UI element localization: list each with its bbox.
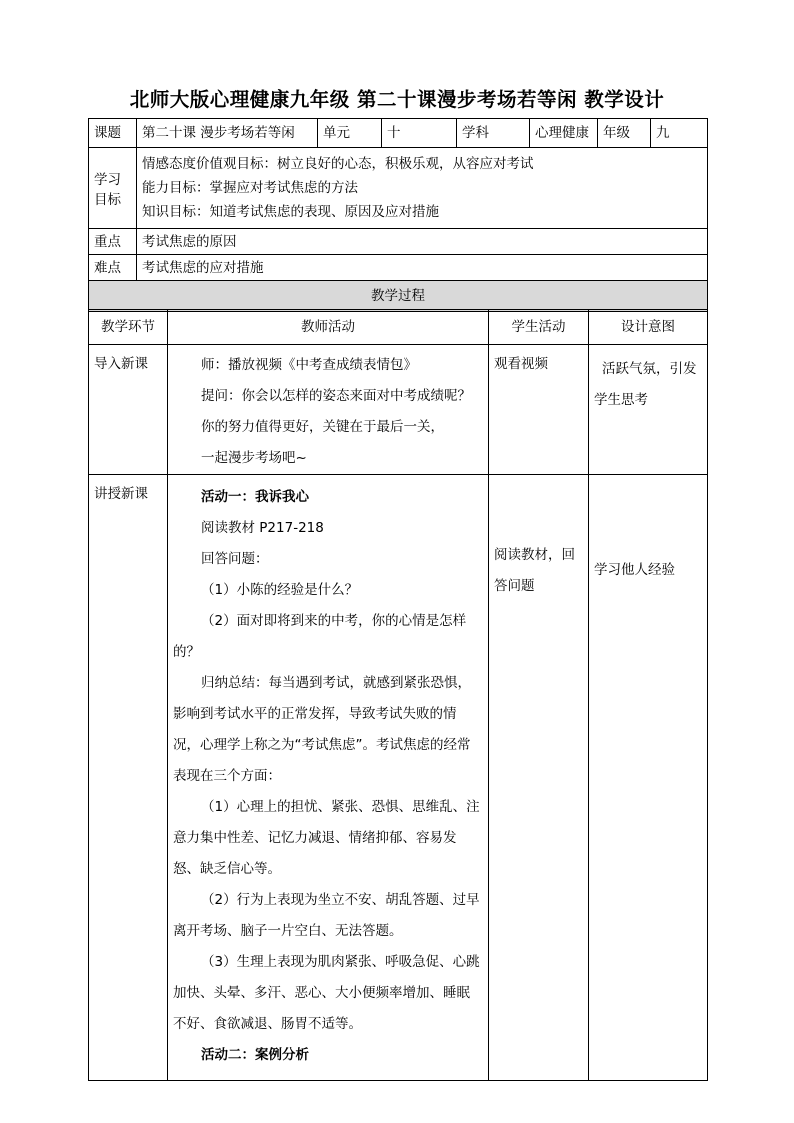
header-stage: 教学环节 — [89, 310, 168, 345]
intro-design-intent — [589, 345, 708, 475]
main-student-text: 阅读教材，回答问题 — [494, 547, 575, 594]
document-title: 北师大版心理健康九年级 第二十课漫步考场若等闲 教学设计 — [129, 88, 665, 111]
grade-label: 年级 — [598, 119, 651, 148]
intro-teacher-line: 你的努力值得更好，关键在于最后一关， — [201, 419, 444, 435]
process-heading-row — [89, 281, 708, 312]
main-teacher-line: （2）行为上表现为坐立不安、胡乱答题、过早离开考场、脑子一片空白、无法答题。 — [173, 892, 480, 939]
grade-value: 九 — [651, 119, 708, 148]
intro-row — [89, 345, 708, 475]
goal-ability: 能力目标：掌握应对考试焦虑的方法 — [142, 180, 358, 196]
main-intent-text: 学习他人经验 — [594, 562, 675, 578]
intro-teacher-line: 师：播放视频《中考查成绩表情包》 — [201, 357, 417, 373]
teaching-process-table — [88, 309, 708, 1081]
learning-goals-row — [89, 148, 708, 229]
activity-one-title: 活动一：我诉我心 — [201, 489, 309, 505]
main-teacher-line: （2）面对即将到来的中考，你的心情是怎样的？ — [173, 613, 467, 660]
main-stage: 讲授新课 — [89, 475, 168, 1081]
main-teacher-line: 阅读教材 P217-218 — [201, 520, 324, 536]
intro-teacher-activity — [168, 345, 489, 475]
header-intent: 设计意图 — [589, 310, 708, 345]
key-value: 考试焦虑的原因 — [137, 229, 708, 255]
main-student-activity — [489, 475, 589, 1081]
process-header-row — [89, 310, 708, 345]
difficulty-row — [89, 255, 708, 281]
unit-label: 单元 — [318, 119, 382, 148]
goal-knowledge: 知识目标：知道考试焦虑的表现、原因及应对措施 — [142, 204, 439, 220]
intro-intent-text: 活跃气氛，引发学生思考 — [594, 361, 697, 408]
main-teacher-activity — [168, 475, 489, 1081]
activity-two-title: 活动二：案例分析 — [201, 1047, 309, 1063]
intro-teacher-line: 一起漫步考场吧~ — [201, 450, 307, 466]
main-design-intent — [589, 475, 708, 1081]
main-teacher-line: （3）生理上表现为肌肉紧张、呼吸急促、心跳加快、头晕、多汗、恶心、大小便频率增加、睡眠不好、食欲减退、肠胃不适等。 — [173, 954, 480, 1032]
goals-list — [137, 148, 708, 229]
main-teacher-line: （1）小陈的经验是什么？ — [201, 582, 359, 598]
process-heading: 教学过程 — [89, 281, 708, 312]
main-teacher-line: 归纳总结：每当遇到考试，就感到紧张恐惧，影响到考试水平的正常发挥，导致考试失败的情况，心理学上称之为“考试焦虑”。考试焦虑的经常表现在三个方面： — [173, 675, 471, 784]
main-teacher-line: （1）心理上的担忧、紧张、恐惧、思维乱、注意力集中性差、记忆力减退、情绪抑郁、容易发怒、缺乏信心等。 — [173, 799, 480, 877]
goals-label — [89, 148, 137, 229]
difficulty-value: 考试焦虑的应对措施 — [137, 255, 708, 281]
main-teacher-line: 回答问题： — [201, 551, 269, 567]
lesson-info-table — [88, 118, 708, 312]
unit-value: 十 — [382, 119, 457, 148]
key-point-row — [89, 229, 708, 255]
goals-label-line-1: 学习 — [94, 172, 121, 188]
topic-label: 课题 — [89, 119, 137, 148]
header-teacher: 教师活动 — [168, 310, 489, 345]
subject-value: 心理健康 — [530, 119, 598, 148]
difficulty-label: 难点 — [89, 255, 137, 281]
topic-value: 第二十课 漫步考场若等闲 — [137, 119, 318, 148]
goal-emotion: 情感态度价值观目标：树立良好的心态，积极乐观，从容应对考试 — [142, 156, 534, 172]
intro-teacher-line: 提问：你会以怎样的姿态来面对中考成绩呢？ — [201, 388, 471, 404]
goals-label-line-2: 目标 — [94, 192, 121, 208]
main-row — [89, 475, 708, 1081]
intro-student-activity: 观看视频 — [489, 345, 589, 475]
intro-stage: 导入新课 — [89, 345, 168, 475]
subject-label: 学科 — [457, 119, 530, 148]
header-student: 学生活动 — [489, 310, 589, 345]
key-label: 重点 — [89, 229, 137, 255]
lesson-info-row — [89, 119, 708, 148]
